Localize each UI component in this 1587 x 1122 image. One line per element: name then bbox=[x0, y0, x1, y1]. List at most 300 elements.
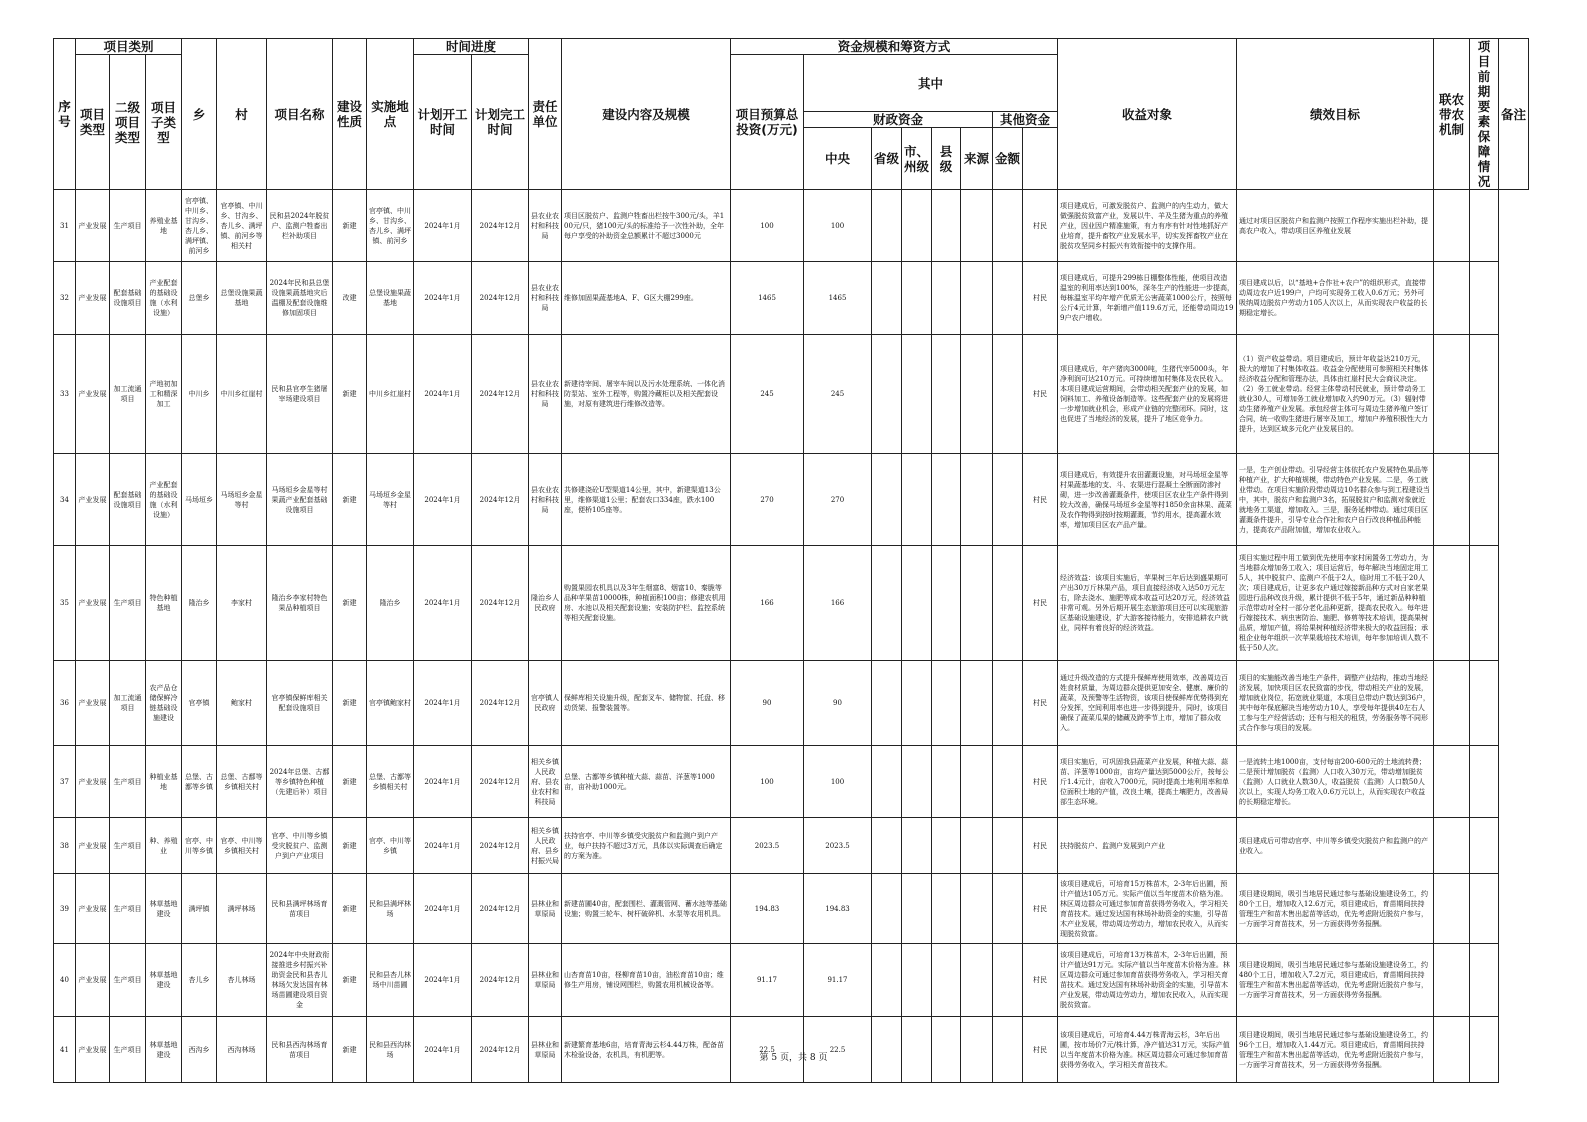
nature-cell: 新建 bbox=[333, 818, 367, 874]
type-cell: 产业发展 bbox=[76, 746, 110, 818]
beneficiary-cell: 村民 bbox=[1023, 874, 1058, 944]
content-cell: 新建繁育基地6亩，培育青海云杉4.44万株，配备苗木检验设备，农机具，有机肥等。 bbox=[562, 1017, 731, 1083]
province-funds-cell bbox=[872, 661, 902, 746]
township-cell: 官亭、中川等乡镇 bbox=[182, 818, 217, 874]
nature-cell: 新建 bbox=[333, 454, 367, 546]
header-province: 省级 bbox=[872, 128, 902, 190]
type-cell: 产业发展 bbox=[76, 661, 110, 746]
prep-cell bbox=[1434, 190, 1470, 262]
header-type2: 二级项目类型 bbox=[110, 55, 146, 190]
nature-cell: 新建 bbox=[333, 661, 367, 746]
subtype-cell: 养殖业基地 bbox=[146, 190, 182, 262]
type-cell: 产业发展 bbox=[76, 1017, 110, 1083]
beneficiary-cell: 村民 bbox=[1023, 262, 1058, 335]
header-township: 乡 bbox=[182, 39, 217, 190]
beneficiary-cell: 村民 bbox=[1023, 335, 1058, 454]
province-funds-cell bbox=[872, 335, 902, 454]
end-date-cell: 2024年12月 bbox=[472, 335, 529, 454]
central-funds-cell: 194.83 bbox=[804, 874, 872, 944]
county-funds-cell bbox=[932, 818, 961, 874]
header-schedule-group: 时间进度 bbox=[414, 39, 529, 55]
nature-cell: 新建 bbox=[333, 335, 367, 454]
content-cell: 新建待宰间、屠宰车间以及污水处理系统、一体化消防泵站、室外工程等，购置冷藏柜以及相关配套设施，对原有建筑进行维修改造等。 bbox=[562, 335, 731, 454]
table-row bbox=[54, 262, 1529, 335]
goal-cell: 项目建成后，可激发脱贫户、监测户的内生动力，做大做强脱贫致富产业，发展以牛、羊及生猪为重点的养殖产业，因业因户精准施策，有力有序有针对性地抓好产业培育，提升畜牧产业发展水平，切实发挥畜牧产业在脱贫攻坚同乡村振兴有效衔接中的支撑作用。 bbox=[1058, 190, 1237, 262]
other-amount-cell bbox=[993, 874, 1023, 944]
central-funds-cell: 22.5 bbox=[804, 1017, 872, 1083]
end-date-cell: 2024年12月 bbox=[472, 944, 529, 1017]
city-funds-cell bbox=[902, 944, 932, 1017]
table-row bbox=[54, 335, 1529, 454]
county-funds-cell bbox=[932, 661, 961, 746]
header-of-which: 其中 bbox=[804, 55, 1058, 112]
type2-cell: 生产项目 bbox=[110, 874, 146, 944]
project-name-cell: 官亭、中川等乡镇受灾脱贫户、监测户到户产业项目 bbox=[267, 818, 333, 874]
type2-cell: 配套基础设施项目 bbox=[110, 262, 146, 335]
other-amount-cell bbox=[993, 944, 1023, 1017]
budget-cell: 166 bbox=[731, 546, 804, 661]
beneficiary-cell: 村民 bbox=[1023, 190, 1058, 262]
page-footer: 第 5 页，共 8 页 bbox=[759, 1053, 828, 1063]
location-cell: 马场垣乡金星等村 bbox=[367, 454, 414, 546]
project-name-cell: 民和县满坪林场育苗项目 bbox=[267, 874, 333, 944]
project-name-cell: 民和县2024年脱贫户、监测户牲畜出栏补助项目 bbox=[267, 190, 333, 262]
remark-cell bbox=[1470, 546, 1499, 661]
nature-cell: 改建 bbox=[333, 262, 367, 335]
beneficiary-cell: 村民 bbox=[1023, 818, 1058, 874]
remark-cell bbox=[1470, 746, 1499, 818]
start-date-cell: 2024年1月 bbox=[414, 874, 472, 944]
remark-cell bbox=[1470, 818, 1499, 874]
unit-cell: 县林业和草原局 bbox=[529, 874, 562, 944]
seq-cell: 35 bbox=[54, 546, 76, 661]
goal-cell: 项目建成后，可提升299栋日棚整体性能，使项目改造温室的利用率达到100%，深冬生产的性能进一步提高，每栋温室平均年增产优质无公害蔬菜1000公斤，按照每公斤4元计算，年新增产值119.6万元，还能带动周边199户农户增收。 bbox=[1058, 262, 1237, 335]
goal-cell: 该项目建成后，可培育4.44万株青海云杉，3年后出圃，按市场价7元/株计算，净产值达31万元，实际产值以当年度苗木价格为准。林区周边群众可通过参加育苗获得劳务收入，学习相关育苗技术。 bbox=[1058, 1017, 1237, 1083]
header-category-group: 项目类别 bbox=[76, 39, 182, 55]
prep-cell bbox=[1434, 818, 1470, 874]
province-funds-cell bbox=[872, 746, 902, 818]
table-body bbox=[54, 190, 1529, 1083]
other-source-cell bbox=[961, 335, 993, 454]
county-funds-cell bbox=[932, 262, 961, 335]
end-date-cell: 2024年12月 bbox=[472, 746, 529, 818]
type-cell: 产业发展 bbox=[76, 546, 110, 661]
city-funds-cell bbox=[902, 335, 932, 454]
county-funds-cell bbox=[932, 335, 961, 454]
city-funds-cell bbox=[902, 661, 932, 746]
start-date-cell: 2024年1月 bbox=[414, 818, 472, 874]
start-date-cell: 2024年1月 bbox=[414, 335, 472, 454]
county-funds-cell bbox=[932, 746, 961, 818]
header-nature: 建设性质 bbox=[333, 39, 367, 190]
village-cell: 杏儿林场 bbox=[217, 944, 267, 1017]
subtype-cell: 产地初加工和精深加工 bbox=[146, 335, 182, 454]
header-amount: 金额 bbox=[993, 128, 1023, 190]
type-cell: 产业发展 bbox=[76, 874, 110, 944]
location-cell: 中川乡红崖村 bbox=[367, 335, 414, 454]
content-cell: 共修建浇砼U型渠道14公里，其中，新建渠道13公里，维修渠道1公里；配套农口334座，跌水100座，便桥105座等。 bbox=[562, 454, 731, 546]
budget-cell: 194.83 bbox=[731, 874, 804, 944]
header-mechanism: 联农带农机制 bbox=[1434, 39, 1470, 190]
header-other: 其他资金 bbox=[993, 112, 1058, 128]
goal-cell: 扶持脱贫户、监测户发展到户产业 bbox=[1058, 818, 1237, 874]
unit-cell: 相关乡镇人民政府、县乡村振兴局 bbox=[529, 818, 562, 874]
goal-cell: 项目实施后，可巩固我县蔬菜产业发展，种植大蒜、蒜苗、洋葱等1000亩，亩均产量达到5000公斤，按每公斤1.4元计，亩收入7000元，同时提高土地利用率和单位面积土地的产值，改良土壤，提高土壤肥力，改善局部生态环境。 bbox=[1058, 746, 1237, 818]
subtype-cell: 产业配套的基础设施（水利设施） bbox=[146, 262, 182, 335]
other-amount-cell bbox=[993, 746, 1023, 818]
start-date-cell: 2024年1月 bbox=[414, 190, 472, 262]
mechanism-cell: 项目建成以后，以“基地+合作社+农户”的组织形式，直接带动周边农户近199户，户均可实现务工收入0.6万元；另外可吸纳周边脱贫户劳动力105人次以上，从而实现农户收益的长期稳定增长。 bbox=[1237, 262, 1434, 335]
start-date-cell: 2024年1月 bbox=[414, 661, 472, 746]
township-cell: 满坪镇 bbox=[182, 874, 217, 944]
township-cell: 杏儿乡 bbox=[182, 944, 217, 1017]
header-source: 来源 bbox=[961, 128, 993, 190]
start-date-cell: 2024年1月 bbox=[414, 546, 472, 661]
village-cell: 总堡、古鄯等乡镇相关村 bbox=[217, 746, 267, 818]
remark-cell bbox=[1470, 262, 1499, 335]
mechanism-cell: 项目实施过程中用工做到优先使用李家村闲置务工劳动力，为当地群众增加务工收入；项目运营后，每年解决当地固定用工5人，其中脱贫户、监测户不低于2人，临时用工不低于20人次；项目建成后，让更多农户通过嫁接新品种方式对自家老果园进行品种改良升级，累计提供不低于5年，通过新品种种植示范带动对全村一部分老化品种更新，提高农民收入。每年进行嫁接技术、病虫害防治、施肥、修剪等技术培训，提高果树品质，增加产值，将给果树种植经济带来极大的收益回报；承租企业每年组织一次苹果栽培技术培训，每年参加培训人数不低于50人次。 bbox=[1237, 546, 1434, 661]
location-cell: 官亭镇鲍家村 bbox=[367, 661, 414, 746]
header-subtype: 项目子类型 bbox=[146, 55, 182, 190]
start-date-cell: 2024年1月 bbox=[414, 454, 472, 546]
mechanism-cell: 项目的实施能改善当地生产条件，调整产业结构，推动当地经济发展，加快项目区农民致富的步伐，带动相关产业的发展，增加就业岗位，拓宽就业渠道，本项目总带动户数达到36户，其中每年保底解决当地劳动力10人，享受每年提供40左右人工参与生产经营活动；还有与相关的租赁，劳务服务等不同形式合作参与项目的发展。 bbox=[1237, 661, 1434, 746]
province-funds-cell bbox=[872, 944, 902, 1017]
header-funding-group: 资金规模和筹资方式 bbox=[731, 39, 1058, 55]
prep-cell bbox=[1434, 874, 1470, 944]
header-beneficiary: 收益对象 bbox=[1058, 39, 1237, 190]
mechanism-cell: 项目建设期间，吸引当地居民通过参与基础设施建设务工，约80个工日，增加收入12.6万元，项目建成后，育苗期间扶持管理生产和苗木售出起苗等活动，优先考虑附近脱贫户参与，一方面学习育苗技术，另一方面获得劳务报酬。 bbox=[1237, 874, 1434, 944]
township-cell: 隆治乡 bbox=[182, 546, 217, 661]
start-date-cell: 2024年1月 bbox=[414, 262, 472, 335]
project-name-cell: 2024年中央财政衔接推进乡村振兴补助资金民和县杏儿林场欠发达国有林场苗圃建设项目资金 bbox=[267, 944, 333, 1017]
other-source-cell bbox=[961, 190, 993, 262]
project-table bbox=[53, 38, 1529, 1083]
budget-cell: 22.5 bbox=[731, 1017, 804, 1083]
city-funds-cell bbox=[902, 874, 932, 944]
header-county: 县级 bbox=[932, 128, 961, 190]
table-row bbox=[54, 454, 1529, 546]
mechanism-cell: 项目建设期间，吸引当地居民通过参与基础设施建设务工，约480个工日，增加收入7.2万元，项目建成后，育苗期间扶持管理生产和苗木售出起苗等活动，优先考虑附近脱贫户参与，一方面学习育苗技术，另一方面获得劳务报酬。 bbox=[1237, 944, 1434, 1017]
other-amount-cell bbox=[993, 335, 1023, 454]
other-source-cell bbox=[961, 944, 993, 1017]
village-cell: 西沟林场 bbox=[217, 1017, 267, 1083]
seq-cell: 41 bbox=[54, 1017, 76, 1083]
remark-cell bbox=[1470, 335, 1499, 454]
central-funds-cell: 166 bbox=[804, 546, 872, 661]
prep-cell bbox=[1434, 335, 1470, 454]
content-cell: 项目区脱贫户、监测户牲畜出栏按牛300元/头，羊100元/只，猪100元/头的标准给予一次性补助，全年每户享受的补助资金总额累计不超过3000元 bbox=[562, 190, 731, 262]
header-start: 计划开工时间 bbox=[414, 55, 472, 190]
remark-cell bbox=[1470, 190, 1499, 262]
beneficiary-cell: 村民 bbox=[1023, 944, 1058, 1017]
nature-cell: 新建 bbox=[333, 190, 367, 262]
nature-cell: 新建 bbox=[333, 1017, 367, 1083]
mechanism-cell: 项目建设期间，吸引当地居民通过参与基础设施建设务工，约96个工日，增加收入1.44万元。项目建成后，育苗期间扶持管理生产和苗木售出起苗等活动，优先考虑附近脱贫户参与，一方面学习育苗技术，另一方面获得劳务报酬。 bbox=[1237, 1017, 1434, 1083]
subtype-cell: 林草基地建设 bbox=[146, 1017, 182, 1083]
type-cell: 产业发展 bbox=[76, 818, 110, 874]
mechanism-cell: （1）资产收益带动。项目建成后，预计年收益达210万元，极大的增加了村集体收益。收益金分配使用可参照相关村集体经济收益分配和管理办法，具体由红崖村民大会商议决定。（2）务工就业带动。经营主体带动村民就业，预计带动务工就业30人，可增加务工就业增加收入约90万元。（3）辐射带动生猪养殖产业发展。承包经营主体可与周边生猪养殖户签订合同，统一收购生猪进行屠宰及加工，增加户养殖积极性大力提升，达到区域多元化产业发展目的。 bbox=[1237, 335, 1434, 454]
central-funds-cell: 1465 bbox=[804, 262, 872, 335]
type2-cell: 配套基础设施项目 bbox=[110, 454, 146, 546]
budget-cell: 2023.5 bbox=[731, 818, 804, 874]
township-cell: 官亭镇 bbox=[182, 661, 217, 746]
seq-cell: 38 bbox=[54, 818, 76, 874]
other-source-cell bbox=[961, 661, 993, 746]
location-cell: 隆治乡 bbox=[367, 546, 414, 661]
start-date-cell: 2024年1月 bbox=[414, 944, 472, 1017]
goal-cell: 通过升级改造的方式提升保鲜库使用效率，改善周边百姓食材质量，为周边群众提供更加安全、健康、廉价的蔬菜，及预警等生活物资，该项目使保鲜库优势得到充分发挥，空间利用率也进一步得到提升，同时，该项目确保了蔬菜瓜果的储藏及跨季节上市，增加了群众收入。 bbox=[1058, 661, 1237, 746]
project-name-cell: 官亭镇保鲜库相关配套设施项目 bbox=[267, 661, 333, 746]
seq-cell: 34 bbox=[54, 454, 76, 546]
type2-cell: 生产项目 bbox=[110, 190, 146, 262]
content-cell: 购置果园农机具以及3年生烟富8、烟富10、秦脆等品种苹果苗10000株，种植面积100亩；修建农机用房、水池以及相关配套设施；安装防护栏、监控系统等相关配套设施。 bbox=[562, 546, 731, 661]
header-location: 实施地点 bbox=[367, 39, 414, 190]
unit-cell: 相关乡镇人民政府、县农业农村和科技局 bbox=[529, 746, 562, 818]
township-cell: 马场垣乡 bbox=[182, 454, 217, 546]
project-name-cell: 民和县官亭生猪屠宰场建设项目 bbox=[267, 335, 333, 454]
mechanism-cell: 一是，生产创业带动。引导经营主体依托农户发展特色果品等种植产业，扩大种植规模，带动特色产业发展。二是，务工就业带动。在项目实施阶段带动周边10名群众参与到工程建设当中，其中，脱贫户和监测户3名，拓展脱贫户和监测对象就近就地务工渠道，增加收入。三是，服务延伸带动。通过项目区灌溉条件提升，引导专业合作社和农户自行改良种植品种能力，提高农产品附加值，增加农业收入。 bbox=[1237, 454, 1434, 546]
end-date-cell: 2024年12月 bbox=[472, 818, 529, 874]
unit-cell: 县林业和草原局 bbox=[529, 1017, 562, 1083]
table-row bbox=[54, 546, 1529, 661]
nature-cell: 新建 bbox=[333, 746, 367, 818]
beneficiary-cell: 村民 bbox=[1023, 1017, 1058, 1083]
header-goal: 绩效目标 bbox=[1237, 39, 1434, 190]
other-amount-cell bbox=[993, 190, 1023, 262]
city-funds-cell bbox=[902, 746, 932, 818]
project-name-cell: 民和县西沟林场育苗项目 bbox=[267, 1017, 333, 1083]
table-row bbox=[54, 944, 1529, 1017]
table-row bbox=[54, 746, 1529, 818]
seq-cell: 39 bbox=[54, 874, 76, 944]
type-cell: 产业发展 bbox=[76, 944, 110, 1017]
village-cell: 官亭、中川等乡镇相关村 bbox=[217, 818, 267, 874]
other-source-cell bbox=[961, 262, 993, 335]
county-funds-cell bbox=[932, 944, 961, 1017]
province-funds-cell bbox=[872, 818, 902, 874]
content-cell: 维修加固果蔬基地A、F、G区大棚299座。 bbox=[562, 262, 731, 335]
village-cell: 鲍家村 bbox=[217, 661, 267, 746]
end-date-cell: 2024年12月 bbox=[472, 661, 529, 746]
type-cell: 产业发展 bbox=[76, 335, 110, 454]
mechanism-cell: 项目建成后可带动官亭、中川等乡镇受灾脱贫户和监测户的产业收入。 bbox=[1237, 818, 1434, 874]
nature-cell: 新建 bbox=[333, 944, 367, 1017]
project-name-cell: 2024年总堡、古鄯等乡镇特色种植（先建后补）项目 bbox=[267, 746, 333, 818]
header-unit: 责任单位 bbox=[529, 39, 562, 190]
seq-cell: 36 bbox=[54, 661, 76, 746]
village-cell: 满坪林场 bbox=[217, 874, 267, 944]
type-cell: 产业发展 bbox=[76, 454, 110, 546]
end-date-cell: 2024年12月 bbox=[472, 874, 529, 944]
county-funds-cell bbox=[932, 874, 961, 944]
seq-cell: 33 bbox=[54, 335, 76, 454]
township-cell: 总堡、古鄯等乡镇 bbox=[182, 746, 217, 818]
project-name-cell: 隆治乡李家村特色果品种植项目 bbox=[267, 546, 333, 661]
other-amount-cell bbox=[993, 454, 1023, 546]
header-central: 中央 bbox=[804, 128, 872, 190]
city-funds-cell bbox=[902, 454, 932, 546]
village-cell: 总堡设施果蔬基地 bbox=[217, 262, 267, 335]
mechanism-cell: 一是流转土地1000亩，支付每亩200-600元的土地流转费；二是预计增加脱贫（监测）人口收入30万元，带动增加脱贫（监测）人口就业人数30人，收益脱贫（监测）人口数50人次以上，实现人均务工收入0.6万元以上，从而实现农户收益的长期稳定增长。 bbox=[1237, 746, 1434, 818]
budget-cell: 245 bbox=[731, 335, 804, 454]
subtype-cell: 种、养殖业 bbox=[146, 818, 182, 874]
mechanism-cell: 通过对项目区脱贫户和监测户按照工作程序实施出栏补助，提高农户收入，带动项目区养殖业发展 bbox=[1237, 190, 1434, 262]
subtype-cell: 产业配套的基础设施（水利设施） bbox=[146, 454, 182, 546]
other-amount-cell bbox=[993, 661, 1023, 746]
central-funds-cell: 90 bbox=[804, 661, 872, 746]
subtype-cell: 农产品仓储保鲜冷链基础设施建设 bbox=[146, 661, 182, 746]
seq-cell: 40 bbox=[54, 944, 76, 1017]
header-project-name: 项目名称 bbox=[267, 39, 333, 190]
goal-cell: 该项目建成后，可培育13万株苗木，2-3年后出圃，预计产值达91万元。实际产值以当年度苗木价格为准。林区周边群众可通过参加育苗获得劳务收入，学习相关育苗技术。通过发达国有林场补助资金的实施，引导苗木产业发展，带动周边劳动力，增加农民收入，从而实现脱贫致富。 bbox=[1058, 944, 1237, 1017]
header-remark: 备注 bbox=[1499, 39, 1529, 190]
other-source-cell bbox=[961, 454, 993, 546]
prep-cell bbox=[1434, 746, 1470, 818]
unit-cell: 县农业农村和科技局 bbox=[529, 262, 562, 335]
remark-cell bbox=[1470, 454, 1499, 546]
goal-cell: 该项目建成后，可培育15万株苗木，2-3年后出圃，预计产值达105万元。实际产值以当年度苗木价格为准。林区周边群众可通过参加育苗获得劳务收入，学习相关育苗技术。通过发达国有林场补助资金的实施，引导苗木产业发展，带动周边劳动力，增加农民收入，从而实现脱贫致富。 bbox=[1058, 874, 1237, 944]
header-city: 市、州级 bbox=[902, 128, 932, 190]
project-name-cell: 2024年民和县总堡设施果蔬基地灾后温棚及配套设施维修加固项目 bbox=[267, 262, 333, 335]
budget-cell: 1465 bbox=[731, 262, 804, 335]
budget-cell: 100 bbox=[731, 746, 804, 818]
beneficiary-cell: 村民 bbox=[1023, 746, 1058, 818]
goal-cell: 项目建成后，有效提升农田灌溉设施，对马场垣金星等村果蔬基地的支、斗、农渠进行混凝土全断面防渗衬砌，进一步改善灌溉条件，使项目区农业生产条件得到较大改善，确保马场垣乡金星等村1850余亩林果、蔬菜及农作物得到按时按期灌溉，节约用水，提高灌水效率，增加项目区农产品产量。 bbox=[1058, 454, 1237, 546]
village-cell: 中川乡红崖村 bbox=[217, 335, 267, 454]
seq-cell: 37 bbox=[54, 746, 76, 818]
subtype-cell: 林草基地建设 bbox=[146, 944, 182, 1017]
other-amount-cell bbox=[993, 818, 1023, 874]
header-seq: 序号 bbox=[54, 39, 76, 190]
other-source-cell bbox=[961, 746, 993, 818]
city-funds-cell bbox=[902, 190, 932, 262]
village-cell: 马场垣乡金星等村 bbox=[217, 454, 267, 546]
other-amount-cell bbox=[993, 262, 1023, 335]
type2-cell: 生产项目 bbox=[110, 818, 146, 874]
type-cell: 产业发展 bbox=[76, 262, 110, 335]
prep-cell bbox=[1434, 661, 1470, 746]
nature-cell: 新建 bbox=[333, 546, 367, 661]
central-funds-cell: 270 bbox=[804, 454, 872, 546]
remark-cell bbox=[1470, 661, 1499, 746]
end-date-cell: 2024年12月 bbox=[472, 1017, 529, 1083]
end-date-cell: 2024年12月 bbox=[472, 262, 529, 335]
central-funds-cell: 100 bbox=[804, 746, 872, 818]
central-funds-cell: 2023.5 bbox=[804, 818, 872, 874]
table-row bbox=[54, 190, 1529, 262]
township-cell: 西沟乡 bbox=[182, 1017, 217, 1083]
province-funds-cell bbox=[872, 546, 902, 661]
content-cell: 新建苗圃40亩，配套围栏、灌溉管网、蓄水池等基础设施；购置三轮车、树杆破碎机、水泵等农用机具。 bbox=[562, 874, 731, 944]
subtype-cell: 特色种植基地 bbox=[146, 546, 182, 661]
province-funds-cell bbox=[872, 874, 902, 944]
content-cell: 山杏育苗10亩，柽柳育苗10亩，油松育苗10亩；维修生产用房，铺设网围栏，购置农用机械设备等。 bbox=[562, 944, 731, 1017]
other-source-cell bbox=[961, 874, 993, 944]
beneficiary-cell: 村民 bbox=[1023, 546, 1058, 661]
other-amount-cell bbox=[993, 546, 1023, 661]
remark-cell bbox=[1470, 874, 1499, 944]
content-cell: 扶持官亭、中川等乡镇受灾脱贫户和监测户到户产业，每户扶持不超过3万元，具体以实际调查后确定的方案为准。 bbox=[562, 818, 731, 874]
prep-cell bbox=[1434, 454, 1470, 546]
city-funds-cell bbox=[902, 262, 932, 335]
village-cell: 李家村 bbox=[217, 546, 267, 661]
header-content: 建设内容及规模 bbox=[562, 39, 731, 190]
project-name-cell: 马场垣乡金星等村果蔬产业配套基础设施项目 bbox=[267, 454, 333, 546]
other-source-cell bbox=[961, 546, 993, 661]
subtype-cell: 种植业基地 bbox=[146, 746, 182, 818]
location-cell: 总堡、古鄯等乡镇相关村 bbox=[367, 746, 414, 818]
province-funds-cell bbox=[872, 190, 902, 262]
village-cell: 官亭镇、中川乡、甘沟乡、杏儿乡、满坪镇、前河乡等相关村 bbox=[217, 190, 267, 262]
unit-cell: 县农业农村和科技局 bbox=[529, 190, 562, 262]
unit-cell: 官亭镇人民政府 bbox=[529, 661, 562, 746]
county-funds-cell bbox=[932, 190, 961, 262]
unit-cell: 隆治乡人民政府 bbox=[529, 546, 562, 661]
central-funds-cell: 245 bbox=[804, 335, 872, 454]
header-prep: 项目前期要素保障情况 bbox=[1470, 39, 1499, 190]
type-cell: 产业发展 bbox=[76, 190, 110, 262]
township-cell: 总堡乡 bbox=[182, 262, 217, 335]
type2-cell: 生产项目 bbox=[110, 944, 146, 1017]
beneficiary-cell: 村民 bbox=[1023, 661, 1058, 746]
header-end: 计划完工时间 bbox=[472, 55, 529, 190]
township-cell: 中川乡 bbox=[182, 335, 217, 454]
type2-cell: 加工流通项目 bbox=[110, 335, 146, 454]
end-date-cell: 2024年12月 bbox=[472, 454, 529, 546]
budget-cell: 90 bbox=[731, 661, 804, 746]
seq-cell: 32 bbox=[54, 262, 76, 335]
header-fiscal: 财政资金 bbox=[804, 112, 993, 128]
start-date-cell: 2024年1月 bbox=[414, 1017, 472, 1083]
start-date-cell: 2024年1月 bbox=[414, 746, 472, 818]
header-village: 村 bbox=[217, 39, 267, 190]
goal-cell: 项目建成后，年产猪肉3000吨，生猪代宰5000头，年净利润可达210万元。可持续增加村集体及农民收入。本项目建成运营期间，会带动相关配套产业的发展，如饲料加工、养殖设备制造等。这些配套产业的发展将进一步增加就业机会，形成产业链的完整闭环。同时，这也促进了当地经济的发展，提升了地区竞争力。 bbox=[1058, 335, 1237, 454]
province-funds-cell bbox=[872, 454, 902, 546]
table-row bbox=[54, 874, 1529, 944]
end-date-cell: 2024年12月 bbox=[472, 190, 529, 262]
prep-cell bbox=[1434, 944, 1470, 1017]
nature-cell: 新建 bbox=[333, 874, 367, 944]
budget-cell: 91.17 bbox=[731, 944, 804, 1017]
province-funds-cell bbox=[872, 262, 902, 335]
beneficiary-cell: 村民 bbox=[1023, 454, 1058, 546]
content-cell: 总堡、古鄯等乡镇种植大蒜、蒜苗、洋葱等1000亩，亩补助1000元。 bbox=[562, 746, 731, 818]
table-row bbox=[54, 661, 1529, 746]
content-cell: 保鲜库相关设施升级，配套叉车、储物筐、托盘、移动货架、报警装置等。 bbox=[562, 661, 731, 746]
location-cell: 总堡设施果蔬基地 bbox=[367, 262, 414, 335]
location-cell: 民和县西沟林场 bbox=[367, 1017, 414, 1083]
township-cell: 官亭镇、中川乡、甘沟乡、杏儿乡、满坪镇、前河乡 bbox=[182, 190, 217, 262]
location-cell: 官亭镇、中川乡、甘沟乡、杏儿乡、满坪镇、前河乡 bbox=[367, 190, 414, 262]
county-funds-cell bbox=[932, 546, 961, 661]
remark-cell bbox=[1470, 944, 1499, 1017]
prep-cell bbox=[1434, 546, 1470, 661]
unit-cell: 县林业和草原局 bbox=[529, 944, 562, 1017]
header-type: 项目类型 bbox=[76, 55, 110, 190]
type2-cell: 生产项目 bbox=[110, 546, 146, 661]
seq-cell: 31 bbox=[54, 190, 76, 262]
header-budget: 项目预算总投资(万元) bbox=[731, 55, 804, 190]
central-funds-cell: 100 bbox=[804, 190, 872, 262]
city-funds-cell bbox=[902, 818, 932, 874]
prep-cell bbox=[1434, 262, 1470, 335]
location-cell: 民和县杏儿林场中川苗圃 bbox=[367, 944, 414, 1017]
goal-cell: 经济效益：该项目实施后，苹果树三年后达到盛果期可产出30万斤林果产品，项目直接经济收入达50万元左右，除去浇水、施肥等成本收益可达20万元，经济效益非常可观。另外后期开展生态旅游项目还可以实现旅游区基础设施建设，扩大游客接待能力，安排追耕农户就业，同样有着良好的经济效益。 bbox=[1058, 546, 1237, 661]
table-header bbox=[54, 39, 1529, 190]
location-cell: 官亭、中川等乡镇 bbox=[367, 818, 414, 874]
subtype-cell: 林草基地建设 bbox=[146, 874, 182, 944]
unit-cell: 县农业农村和科技局 bbox=[529, 335, 562, 454]
